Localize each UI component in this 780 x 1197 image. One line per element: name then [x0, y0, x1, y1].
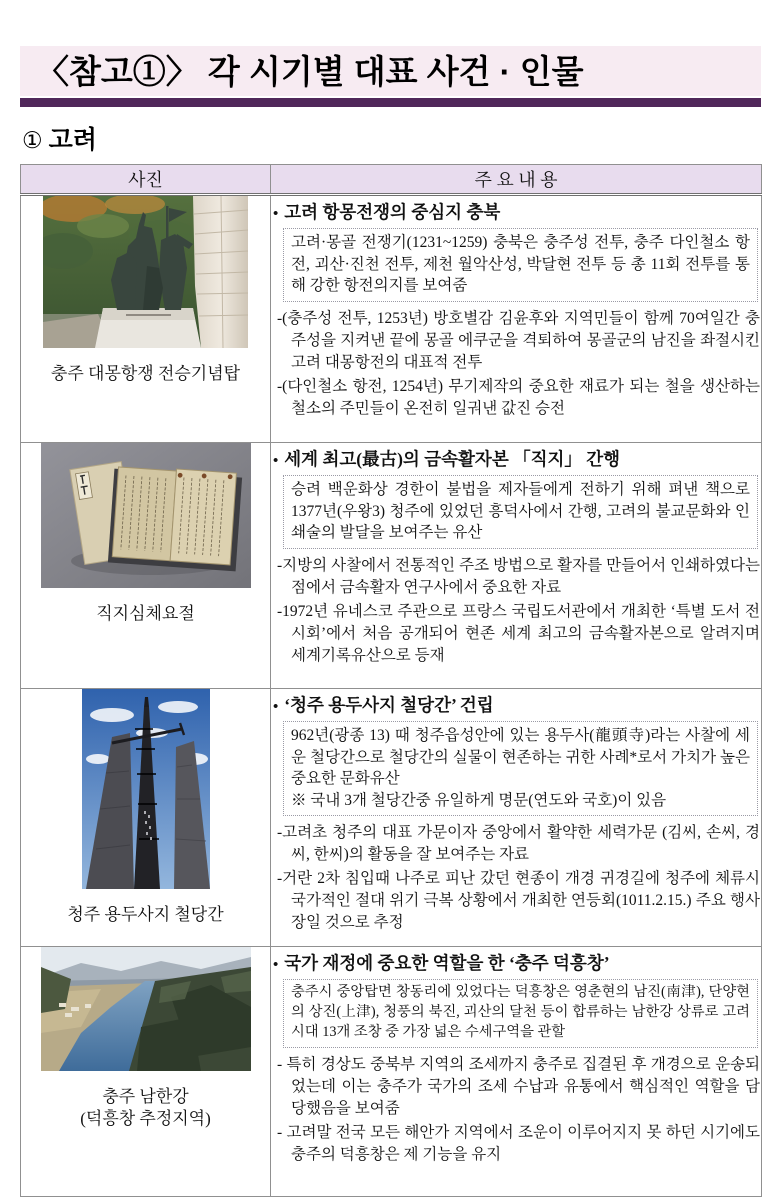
section-number: ① — [22, 126, 43, 153]
table-row — [21, 194, 762, 442]
namhan-river-photo — [41, 947, 251, 1071]
summary-box: 충주시 중앙탑면 창동리에 있었다는 덕흥창은 영춘현의 남진(南津), 단양현의 상진(上津), 청풍의 북진, 괴산의 달천 등이 합류하는 남한강 상류로 고려시대 13개 조창 중 가장 넓은 수세구역을 관할 — [283, 979, 758, 1047]
photo-cell-jikji — [21, 442, 271, 688]
table-row — [21, 946, 762, 1196]
column-header-photo: 사진 — [21, 164, 271, 194]
topic-heading: • 고려 항몽전쟁의 중심지 충북 — [273, 201, 501, 222]
photo-caption-line1: 충주 남한강 — [102, 1086, 189, 1106]
detail-item: - 특히 경상도 중북부 지역의 조세까지 충주로 집결된 후 개경으로 운송되었는데 이는 충주가 국가의 조세 수납과 유통에서 핵심적인 역할을 담당했음을 보여줌 — [277, 1055, 760, 1117]
photo-caption — [21, 1086, 270, 1130]
summary-box-note: ※ 국내 3개 철당간중 유일하게 명문(연도와 국호)이 있음 — [291, 791, 667, 809]
photo-cell-flagpole — [21, 688, 271, 946]
photo-caption: 충주 대몽항쟁 전승기념탑 — [50, 363, 241, 383]
table-row — [21, 688, 762, 946]
topic-heading: • 세계 최고(最古)의 금속활자본 「직지」 간행 — [273, 448, 621, 469]
content-cell — [271, 688, 762, 946]
title-underline-bar — [20, 98, 761, 107]
content-cell — [271, 194, 762, 442]
content-cell — [271, 946, 762, 1196]
photo-caption-line2: (덕흥창 추정지역) — [80, 1109, 211, 1129]
photo-cell-river — [21, 946, 271, 1196]
summary-box — [283, 721, 758, 816]
summary-box: 고려·몽골 전쟁기(1231~1259) 충북은 충주성 전투, 충주 다인철소 항전, 괴산·진천 전투, 제천 월악산성, 박달현 전투 등 총 11회 전투를 통해 강한 항전의지를 보여줌 — [283, 228, 758, 301]
section-heading — [22, 120, 761, 156]
detail-item: -(다인철소 항전, 1254년) 무기제작의 중요한 재료가 되는 철을 생산하는 철소의 주민들이 온전히 일궈낸 값진 승전 — [277, 377, 760, 417]
bullet-glyph: • — [273, 698, 279, 715]
jikji-book-photo — [41, 443, 251, 588]
summary-box: 승려 백운화상 경한이 불법을 제자들에게 전하기 위해 펴낸 책으로 1377년(우왕3) 청주에 있었던 흥덕사에서 간행, 고려의 불교문화와 인쇄술의 발달을 보여주는 유산 — [283, 475, 758, 548]
section-label: 고려 — [48, 125, 97, 154]
topic-heading: • 국가 재정에 중요한 역할을 한 ‘충주 덕흥창’ — [273, 952, 610, 973]
table-row — [21, 442, 762, 688]
content-cell — [271, 442, 762, 688]
bullet-glyph: • — [273, 452, 279, 469]
detail-item: -지방의 사찰에서 전통적인 주조 방법으로 활자를 만들어서 인쇄하였다는 점에서 금속활자 연구사에서 중요한 자료 — [277, 556, 760, 596]
detail-item: - 고려말 전국 모든 해안가 지역에서 조운이 이루어지지 못 하던 시기에도 충주의 덕흥창은 제 기능을 유지 — [277, 1123, 760, 1163]
detail-item: -거란 2차 침입때 나주로 피난 갔던 현종이 개경 귀경길에 청주에 체류시 국가적인 절대 위기 극복 상황에서 개최한 연등회(1011.2.15.) 주요 행사장일 것으로 추정 — [277, 869, 760, 931]
bullet-glyph: • — [273, 956, 279, 973]
column-header-content: 주 요 내 용 — [271, 164, 762, 194]
topic-heading: • ‘청주 용두사지 철당간’ 건립 — [273, 694, 494, 715]
table-header-row — [21, 164, 762, 194]
detail-item: -(충주성 전투, 1253년) 방호별감 김윤후와 지역민들이 함께 70여일간 충주성을 지켜낸 끝에 몽골 에쿠군을 격퇴하여 몽골군의 남진을 좌절시킨 고려 대몽항전의 대표적 전투 — [277, 309, 760, 371]
bullet-glyph: • — [273, 205, 279, 222]
photo-cell-monument — [21, 194, 271, 442]
content-table — [20, 164, 762, 1197]
iron-flagpole-photo — [82, 689, 210, 889]
photo-caption: 직지심체요절 — [96, 603, 195, 623]
detail-item: -고려초 청주의 대표 가문이자 중앙에서 활약한 세력가문 (김씨, 손씨, 경씨, 한씨)의 활동을 잘 보여주는 자료 — [277, 823, 760, 863]
photo-caption: 청주 용두사지 철당간 — [67, 904, 224, 924]
detail-item: -1972년 유네스코 주관으로 프랑스 국립도서관에서 개최한 ‘특별 도서 전시회’에서 처음 공개되어 현존 세계 최고의 금속활자본으로 알려지며 세계기록유산으로 등재 — [277, 602, 760, 664]
summary-box-text: 962년(광종 13) 때 청주읍성안에 있는 용두사(龍頭寺)라는 사찰에 세운 철당간으로 철당간의 실물이 현존하는 귀한 사례*로서 가치가 높은 중요한 문화유산 — [291, 727, 750, 788]
page-title: 〈참고①〉 각 시기별 대표 사건 · 인물 — [20, 46, 761, 96]
monument-photo — [43, 196, 248, 348]
